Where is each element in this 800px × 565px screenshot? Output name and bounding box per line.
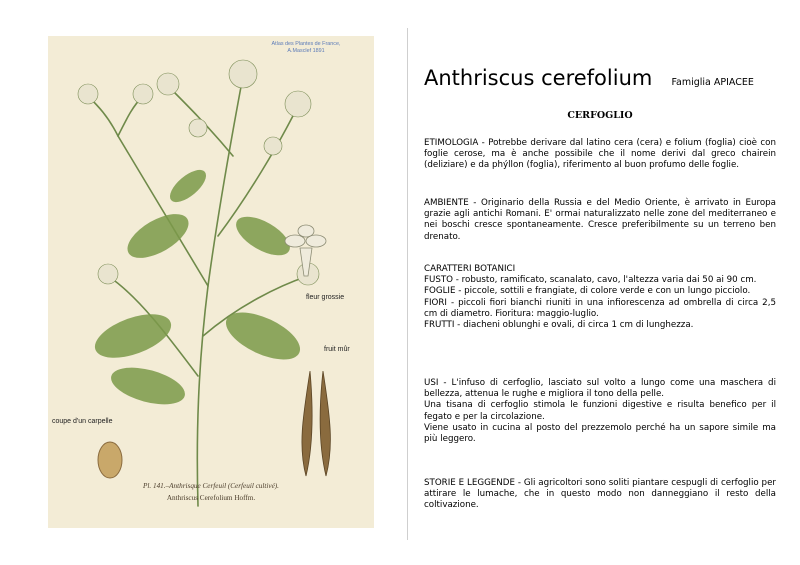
storie-text: STORIE E LEGGENDE - Gli agricoltori sono soliti piantare cespugli di cerfoglio per attirare le lumache, che in questo modo non danneggiano il resto della coltivazione. [424,478,776,511]
section-caratteri [424,264,776,331]
plate-credit-line2: A.Masclef 1891 [287,47,325,54]
fusto-text: FUSTO - robusto, ramificato, scanalato, cavo, l'altezza varia dai 50 ai 90 cm. [424,275,757,286]
scientific-name: Anthriscus cerefolium [424,66,653,90]
column-divider [407,28,408,540]
botanical-plate [48,36,374,528]
label-coupe-carpelle: coupe d'un carpelle [52,418,113,425]
common-name: CERFOGLIO [567,110,633,121]
plate-caption-line2: Anthriscus Cerefolium Hoffm. [166,494,256,502]
section-storie [424,478,776,512]
label-fruit-mur: fruit mûr [324,346,350,353]
title-row [424,66,784,90]
fiori-text: FIORI - piccoli fiori bianchi riuniti in una infiorescenza ad ombrella di circa 2,5 cm di diametro. Fioritura: maggio-luglio. [424,297,776,319]
plate-credit-line1: Atlas des Plantes de France, [271,41,341,47]
plate-caption-line1: Pl. 141.–Anthrisque Cerfeuil (Cerfeuil cultivé). [143,482,279,490]
section-usi [424,378,776,445]
section-etimologia [424,138,776,172]
plate-credit [246,41,366,55]
etimologia-text: ETIMOLOGIA - Potrebbe derivare dal latino cera (cera) e folium (foglia) cioè con foglie cerose, ma è anche possibile che il nome derivi dal greco chairein (deliziare) e da phýllon (foglia), riferimento al buon profumo delle foglie. [424,138,776,171]
usi-cucina-text: Viene usato in cucina al posto del prezzemolo perché ha un sapore simile ma più leggero. [424,422,776,445]
caratteri-heading: CARATTERI BOTANICI [424,264,516,274]
chervil-illustration [48,36,374,528]
foglie-text: FOGLIE - piccole, sottili e frangiate, di colore verde e con un lungo picciolo. [424,286,751,297]
label-fleur-grossie: fleur grossie [306,294,345,301]
family-name: Famiglia APIACEE [671,77,754,88]
usi-text: USI - L'infuso di cerfoglio, lasciato sul volto a lungo come una maschera di bellezza, attenua le rughe e migliora il tono della pelle. [424,378,776,400]
ambiente-text: AMBIENTE - Originario della Russia e del Medio Oriente, è arrivato in Europa grazie agli antichi Romani. E' ormai naturalizzato nelle zone del mediterraneo e nei boschi cresce spontaneamente. Cresce preferibilmente su un terreno ben drenato. [424,198,776,242]
frutti-text: FRUTTI - diacheni oblunghi e ovali, di circa 1 cm di lunghezza. [424,320,694,331]
usi-tisana-text: Una tisana di cerfoglio stimola le funzioni digestive e risulta benefico per il fegato e per la circolazione. [424,400,776,422]
section-ambiente [424,198,776,243]
